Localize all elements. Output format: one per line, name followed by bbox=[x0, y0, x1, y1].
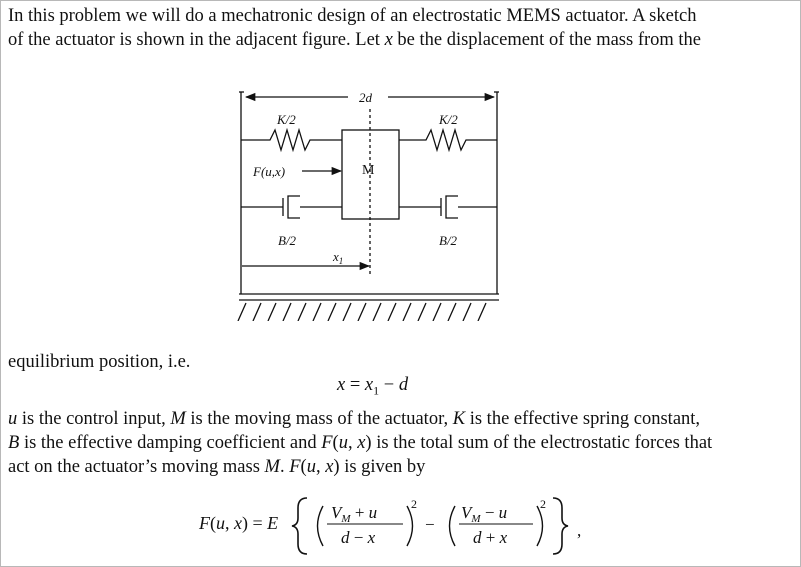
svg-text:VM − u: $V_M - u$ bbox=[461, 503, 508, 525]
svg-text:−: − bbox=[425, 515, 435, 534]
force-equation bbox=[195, 488, 600, 563]
equation-displacement: $x = x_1 - d$ bbox=[337, 375, 409, 398]
left-spring bbox=[241, 130, 342, 150]
left-brace bbox=[292, 498, 307, 554]
intro-line-1: In this problem we will do a mechatronic design of an electrostatic MEMS actuator. A sketch bbox=[8, 6, 697, 26]
svg-text:2: 2 bbox=[540, 497, 546, 511]
actuator-figure bbox=[228, 85, 508, 321]
position-label: $x_1$ bbox=[333, 249, 344, 266]
equilibrium-line: equilibrium position, i.e. bbox=[8, 352, 191, 372]
right-spring bbox=[399, 130, 497, 150]
ground-hatching bbox=[238, 303, 486, 321]
svg-text:VM + u: $V_M + u$ bbox=[331, 503, 378, 525]
force-label: F(u,x) bbox=[253, 164, 286, 179]
svg-text:,: , bbox=[577, 521, 582, 540]
svg-text:F(u, x) = E: F(u, x) = E bbox=[199, 513, 279, 533]
desc-line-2: B is the effective damping coefficient and F(u, x) is the total sum of the electrostatic forces that bbox=[8, 433, 713, 453]
damper-left-label: B/2 bbox=[278, 233, 297, 248]
svg-text:d + x: d + x bbox=[473, 528, 508, 547]
left-damper bbox=[241, 196, 342, 218]
damper-right-label: B/2 bbox=[439, 233, 458, 248]
desc-line-3: act on the actuator’s moving mass M. F(u, x) is given by bbox=[8, 457, 426, 477]
right-brace bbox=[553, 498, 568, 554]
intro-line-2: of the actuator is shown in the adjacent figure. Let x be the displacement of the mass from the bbox=[8, 30, 702, 50]
desc-line-1: u is the control input, M is the moving mass of the actuator, K is the effective spring constant, bbox=[8, 409, 701, 429]
spring-left-label: K/2 bbox=[277, 112, 296, 127]
svg-text:d − x: d − x bbox=[341, 528, 376, 547]
svg-text:2: 2 bbox=[411, 497, 417, 511]
spring-right-label: K/2 bbox=[439, 112, 458, 127]
right-damper bbox=[399, 196, 497, 218]
dim-label: 2d bbox=[359, 90, 372, 105]
mass-label: M bbox=[362, 163, 375, 178]
